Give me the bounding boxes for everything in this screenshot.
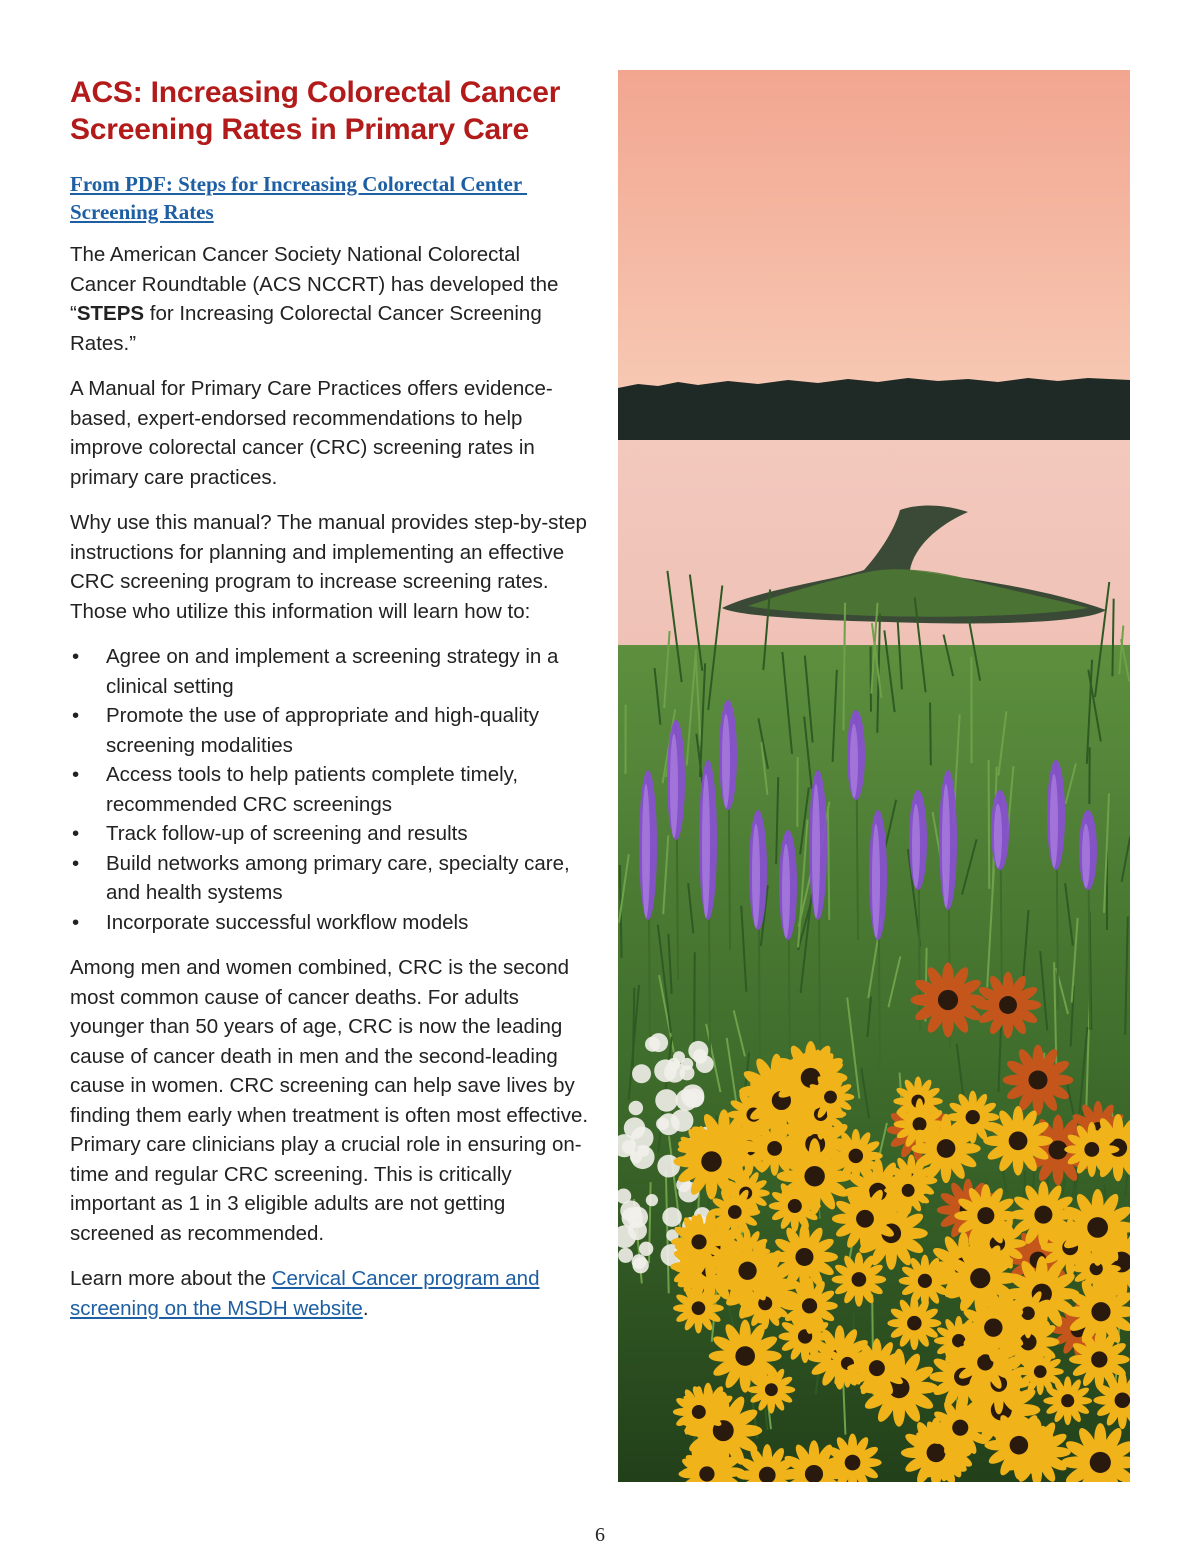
learn-more-prefix: Learn more about the <box>70 1267 272 1290</box>
flower-center <box>824 1091 837 1104</box>
flower-center <box>849 1149 864 1164</box>
yarrow-cluster <box>637 1145 649 1157</box>
yarrow-cluster <box>680 1066 695 1081</box>
flower-center <box>977 1207 994 1224</box>
yarrow-cluster <box>696 1055 714 1073</box>
liatris-highlight <box>1050 774 1058 868</box>
flower-center <box>1021 1306 1035 1320</box>
flower-center <box>728 1205 742 1219</box>
yarrow-cluster <box>639 1242 653 1256</box>
learn-more-suffix: . <box>362 1296 369 1320</box>
flower-center <box>1034 1365 1047 1378</box>
list-item <box>70 819 590 849</box>
list-item-text: Track follow-up of screening and results <box>106 822 468 845</box>
list-item-text: Agree on and implement a screening strategy in a clinical setting <box>106 645 559 698</box>
flower-center <box>735 1346 755 1366</box>
list-item-text: Incorporate successful workflow models <box>106 910 469 934</box>
grass-blade <box>930 702 931 765</box>
liatris-highlight <box>812 784 820 918</box>
list-item <box>70 849 590 908</box>
subhead-line-1: From PDF: Steps for Increasing Colorectal Center <box>70 172 528 196</box>
grass-blade <box>989 760 990 889</box>
title-line-1: ACS: Increasing Colorectal Cancer <box>70 76 561 109</box>
flower-center <box>999 996 1017 1014</box>
flower-center <box>852 1272 867 1287</box>
text-column <box>70 74 590 1339</box>
learn-list <box>70 642 590 937</box>
flower-center <box>1091 1302 1110 1321</box>
liatris-highlight <box>850 724 858 798</box>
grass-blade <box>1112 599 1113 677</box>
liatris-highlight <box>1082 824 1090 888</box>
grass-blade <box>828 806 829 920</box>
flower-center <box>938 990 958 1010</box>
liatris-highlight <box>942 784 950 908</box>
bullet-glyph: • <box>72 851 80 875</box>
flower-center <box>1087 1217 1108 1238</box>
yarrow-cluster <box>632 1257 648 1273</box>
list-item <box>70 642 590 701</box>
flower-center <box>1010 1436 1029 1455</box>
flower-center <box>692 1405 706 1419</box>
bullet-glyph: • <box>72 822 80 845</box>
photo-illustration <box>618 70 1130 1482</box>
flower-center <box>927 1443 946 1462</box>
flower-center <box>767 1141 782 1156</box>
learn-more-paragraph <box>70 1264 590 1323</box>
yarrow-cluster <box>658 1113 680 1135</box>
bullet-glyph: • <box>72 763 80 786</box>
flower-center <box>701 1151 721 1171</box>
yarrow-cluster <box>618 1248 633 1263</box>
flower-center <box>845 1455 861 1471</box>
list-item <box>70 760 590 819</box>
flower-center <box>692 1301 706 1315</box>
liatris-highlight <box>642 784 650 918</box>
liatris-highlight <box>702 774 710 918</box>
grass-blade <box>694 952 695 1051</box>
yarrow-cluster <box>629 1101 643 1115</box>
flower-center <box>788 1199 802 1213</box>
flower-center <box>902 1184 915 1197</box>
liatris-highlight <box>912 804 920 888</box>
flower-center <box>1009 1131 1028 1150</box>
flower-center <box>966 1110 980 1124</box>
tree-line <box>618 378 1130 448</box>
liatris-highlight <box>752 824 760 928</box>
title-line-2: Screening Rates in Primary Care <box>70 113 530 146</box>
liatris-highlight <box>994 804 1002 868</box>
flower-center <box>1115 1392 1130 1408</box>
yarrow-cluster <box>624 1117 646 1139</box>
flower-center <box>856 1210 874 1228</box>
flower-center <box>918 1274 932 1288</box>
yarrow-cluster <box>628 1221 647 1240</box>
flower-center <box>913 1117 927 1131</box>
lakeside-flowers-photo <box>618 70 1130 1482</box>
why-paragraph: Why use this manual? The manual provides step-by-step instructions for planning and implementing an effective CRC screening program to increase screening rates. Those who utilize this information will learn how to: <box>70 511 587 623</box>
yarrow-cluster <box>632 1064 651 1083</box>
steps-pdf-link[interactable] <box>70 170 590 226</box>
flower-center <box>765 1383 778 1396</box>
bullet-glyph: • <box>72 704 80 727</box>
yarrow-cluster <box>622 1140 636 1154</box>
yarrow-cluster <box>654 1059 677 1082</box>
flower-center <box>952 1334 965 1347</box>
list-item-text: Build networks among primary care, specialty care, and health systems <box>106 851 570 904</box>
flower-center <box>984 1318 1002 1336</box>
msdh-website-link[interactable]: Cervical Cancer program and screening on the MSDH website <box>70 1267 540 1320</box>
manual-paragraph: A Manual for Primary Care Practices offers evidence-based, expert-endorsed recommendations to help improve colorectal cancer (CRC) screening rates in primary care practices. <box>70 377 553 489</box>
list-item-text: Promote the use of appropriate and high-quality screening modalities <box>106 704 540 757</box>
list-item <box>70 908 590 938</box>
flower-center <box>1061 1394 1074 1407</box>
intro-paragraph <box>70 240 590 358</box>
list-item <box>70 701 590 760</box>
flower-center <box>1028 1070 1047 1089</box>
flower-center <box>1034 1206 1052 1224</box>
flower-center <box>869 1360 885 1376</box>
flower-center <box>937 1139 956 1158</box>
page-number: 6 <box>595 1524 605 1546</box>
liatris-highlight <box>872 824 880 938</box>
yarrow-cluster <box>655 1089 678 1112</box>
yarrow-cluster <box>681 1084 704 1107</box>
flower-center <box>1090 1452 1111 1473</box>
flower-center <box>952 1420 968 1436</box>
sky <box>618 70 1130 400</box>
flower-center <box>738 1262 756 1280</box>
page-title <box>70 74 590 148</box>
flower-center <box>691 1234 706 1249</box>
flower-center <box>699 1466 714 1481</box>
list-item-text: Access tools to help patients complete timely, recommended CRC screenings <box>106 763 519 816</box>
liatris-highlight <box>722 714 730 808</box>
yarrow-cluster <box>646 1194 658 1206</box>
steps-bold: STEPS <box>76 302 145 325</box>
intro-text-after: for Increasing Colorectal Cancer Screening Rates.” <box>70 302 542 355</box>
yarrow-cluster <box>662 1207 682 1227</box>
flower-center <box>907 1316 922 1331</box>
flower-center <box>1084 1142 1099 1157</box>
flower-center <box>1091 1351 1107 1367</box>
liatris-highlight <box>670 734 678 838</box>
flower-center <box>970 1268 990 1288</box>
stats-paragraph: Among men and women combined, CRC is the second most common cause of cancer deaths. For adults younger than 50 years of age, CRC is now the leading cause of cancer death in men and the second-leading cause in women. CRC screening can help save lives by finding them early when treatment is often most effective. Primary care clinicians play a crucial role in ensuring on-time and regular CRC screening. This is critically important as 1 in 3 eligible adults are not getting screened as recommended. <box>70 956 589 1245</box>
intro-text-before: The American Cancer Society National Colorectal Cancer Roundtable (ACS NCCRT) has developed the “ <box>70 243 559 325</box>
flower-center <box>802 1298 817 1313</box>
subhead-line-2: Screening Rates <box>70 200 214 224</box>
bullet-glyph: • <box>72 645 80 668</box>
bullet-glyph: • <box>72 910 80 934</box>
liatris-highlight <box>782 844 790 938</box>
yarrow-cluster <box>649 1033 668 1052</box>
flower-center <box>795 1248 813 1266</box>
